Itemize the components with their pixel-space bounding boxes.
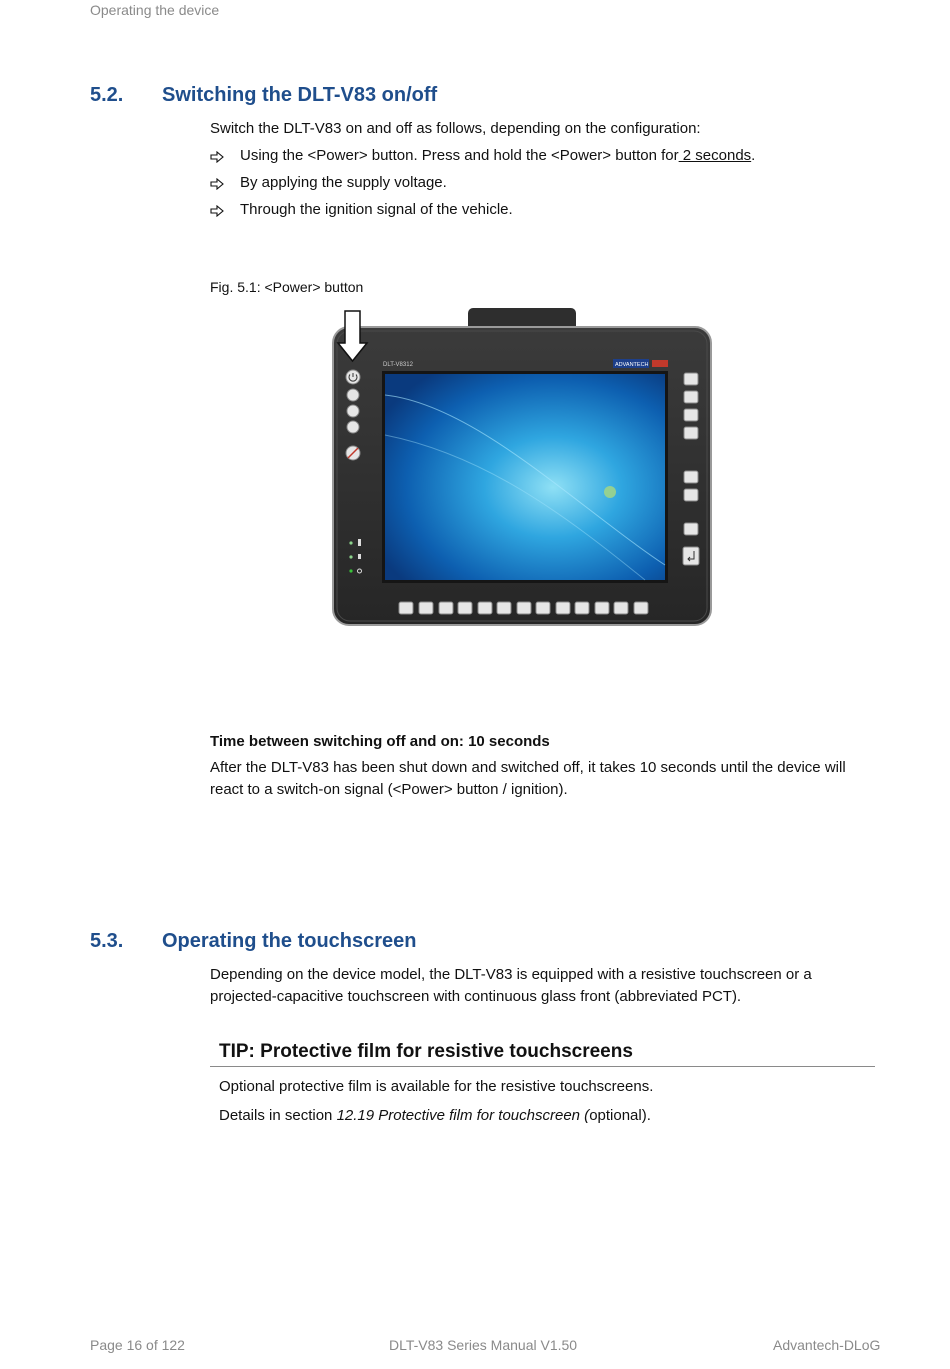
section-intro: Switch the DLT-V83 on and off as follows, depending on the configuration: [210,120,701,137]
list-item [210,202,910,224]
list-item [210,148,910,170]
arrow-bullet-icon [210,178,224,190]
page-up-key[interactable] [684,373,698,385]
tip-heading: TIP: Protective film for resistive touchscreens [219,1041,633,1062]
f8-key[interactable] [556,602,570,614]
enter-key[interactable] [683,547,699,565]
page-down-key[interactable] [684,391,698,403]
f7-key[interactable] [536,602,550,614]
tip-line-1: Optional protective film is available for the resistive touchscreens. [219,1078,654,1095]
f11-key[interactable] [614,602,628,614]
note-line-2: react to a switch-on signal (<Power> button / ignition). [210,781,568,798]
f6-key[interactable] [517,602,531,614]
arrow-bullet-icon [210,205,224,217]
f3-key[interactable] [458,602,472,614]
footer-page-number: Page 16 of 122 [90,1337,185,1353]
brightness-down-icon[interactable] [347,405,359,417]
paragraph-line-2: projected-capacitive touchscreen with continuous glass front (abbreviated PCT). [210,988,742,1005]
esc-key[interactable] [684,523,698,535]
device-illustration [325,305,725,635]
duration-link[interactable]: 2 seconds [678,147,752,164]
paragraph-line-1: Depending on the device model, the DLT-V83 is equipped with a resistive touchscreen or a [210,966,812,983]
note-line-1: After the DLT-V83 has been shut down and switched off, it takes 10 seconds until the device will [210,759,846,776]
f12-key[interactable] [634,602,648,614]
home-key[interactable] [684,409,698,421]
tip-line-2-post: optional). [589,1107,651,1124]
figure-caption: Fig. 5.1: <Power> button [210,279,364,295]
tip-divider [210,1066,875,1067]
model-label: DLT-V8312 [383,362,413,368]
bullet-text: Through the ignition signal of the vehicle. [240,201,513,218]
f10-key[interactable] [595,602,609,614]
section-reference-link[interactable]: 12.19 Protective film for touchscreen ( [336,1107,590,1124]
bullet-text: By applying the supply voltage. [240,174,447,191]
s2-key[interactable] [684,489,698,501]
tip-line-2 [219,1105,651,1127]
f5-key[interactable] [497,602,511,614]
f4-key[interactable] [478,602,492,614]
bullet-text-end: . [751,147,756,164]
f1-key[interactable] [419,602,433,614]
arrow-bullet-icon [210,151,224,163]
f2-key[interactable] [439,602,453,614]
list-item [210,175,910,197]
shift-key[interactable] [399,602,413,614]
bullet-text: Using the <Power> button. Press and hold the <Power> button for [240,147,679,164]
brand-label: ADVANTECH [615,362,649,368]
tip-line-2-pre: Details in section [219,1107,337,1124]
running-header: Operating the device [90,2,220,18]
brightness-up-icon[interactable] [347,389,359,401]
note-heading: Time between switching off and on: 10 seconds [210,733,550,750]
footer-manual-title: DLT-V83 Series Manual V1.50 [389,1337,578,1353]
section-number: 5.2. [90,84,124,106]
footer-company: Advantech-DLoG [773,1337,881,1353]
f9-key[interactable] [575,602,589,614]
section-title: Operating the touchscreen [162,930,417,952]
device-screen [385,374,665,580]
end-key[interactable] [684,427,698,439]
light-icon[interactable] [347,421,359,433]
section-number: 5.3. [90,930,124,952]
section-title: Switching the DLT-V83 on/off [162,84,438,106]
s1-key[interactable] [684,471,698,483]
